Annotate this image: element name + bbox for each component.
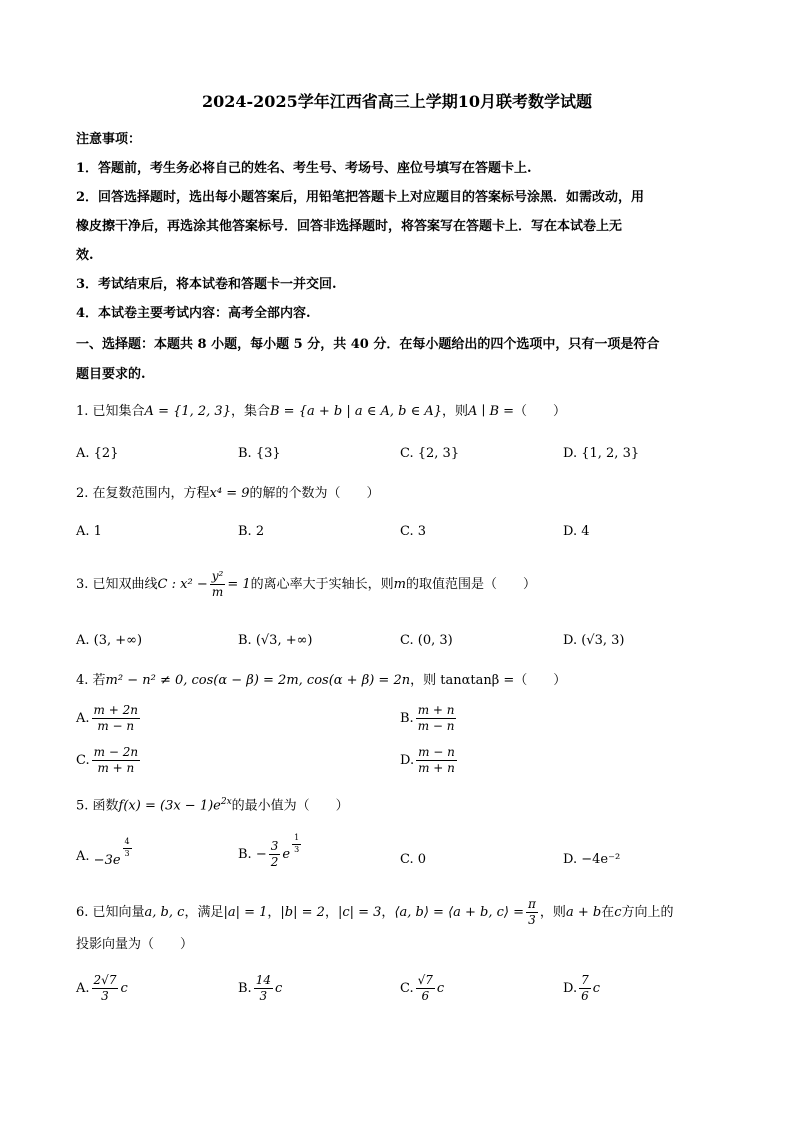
q6-option-c-fraction bbox=[416, 974, 435, 1003]
q6-option-d-fraction bbox=[579, 974, 591, 1003]
q4-option-b-label: B. bbox=[400, 711, 414, 727]
q2-option-b: B. 2 bbox=[238, 524, 265, 539]
q5-stem bbox=[76, 798, 349, 812]
notice-item-1: 1．答题前，考生务必将自己的姓名、考生号、考场号、座位号填写在答题卡上. bbox=[76, 161, 532, 176]
q5-option-a bbox=[76, 837, 134, 868]
q4-option-a-fraction bbox=[92, 704, 140, 733]
q6-option-c bbox=[400, 974, 444, 1003]
q6-tail-text: ，则 bbox=[539, 905, 566, 921]
q3-tail-text: 的离心率大于实轴长，则 bbox=[250, 577, 394, 593]
q5-stem-text: 5. 函数 bbox=[76, 798, 119, 814]
q6-vectors: a, b, c bbox=[144, 905, 185, 921]
q1-option-d: D. {1, 2, 3} bbox=[563, 446, 640, 461]
notice-item-2-cont: 橡皮擦干净后，再选涂其他答案标号．回答非选择题时，将答案写在答题卡上．写在本试卷上无 bbox=[76, 219, 623, 234]
q5-option-b-fraction bbox=[269, 840, 281, 869]
q3-option-a: A. (3, +∞) bbox=[76, 633, 143, 648]
q6-cond-1: |a| = 1 bbox=[223, 905, 268, 921]
q3-frac-den: m bbox=[211, 585, 224, 600]
q3-tail-text-2: 的取值范围是（ ） bbox=[405, 577, 536, 593]
q6-option-b bbox=[238, 974, 282, 1003]
q6-option-d bbox=[563, 974, 600, 1003]
q1-stem-text: 1. 已知集合 bbox=[76, 404, 145, 419]
q3-option-d: D. (√3, 3) bbox=[563, 633, 625, 648]
q6-option-b-label: B. bbox=[238, 981, 252, 997]
q5-option-b-exp-den: 3 bbox=[294, 845, 300, 855]
q4-stem bbox=[76, 674, 566, 687]
notice-item-4: 4．本试卷主要考试内容：高考全部内容. bbox=[76, 306, 311, 321]
q6-option-c-vector: c bbox=[436, 981, 445, 997]
q5-option-b-exponent bbox=[292, 834, 301, 855]
q5-option-b-label: B. bbox=[238, 847, 252, 863]
q6-option-a-fraction bbox=[92, 974, 119, 1003]
q6-cond-4: ⟨a, b⟩ = ⟨a + b, c⟩ = bbox=[394, 905, 525, 921]
q4-stem-text: 4. 若 bbox=[76, 673, 106, 688]
q3-option-c: C. (0, 3) bbox=[400, 633, 453, 648]
q4-option-a-label: A. bbox=[76, 711, 90, 727]
q5-option-b-num: 3 bbox=[269, 840, 281, 855]
q4-option-d-den: m + n bbox=[418, 761, 455, 776]
q5-expression: f(x) = (3x − 1)e bbox=[118, 798, 221, 814]
q6-option-d-vector: c bbox=[592, 981, 601, 997]
q6-option-b-vector: c bbox=[274, 981, 283, 997]
q6-option-c-den: 6 bbox=[421, 989, 430, 1004]
q6-tail-text-3: 方向上的 bbox=[621, 905, 674, 921]
q4-option-d bbox=[400, 746, 459, 775]
q1-expression: A ∣ B = bbox=[468, 404, 515, 419]
q4-option-c bbox=[76, 746, 142, 775]
q6-cond-2: |b| = 2 bbox=[280, 905, 325, 921]
q4-expression: m² − n² ≠ 0, cos(α − β) = 2m, cos(α + β) = 2n bbox=[105, 673, 411, 688]
q1-option-a: A. {2} bbox=[76, 446, 119, 461]
q6-cond-3: |c| = 3 bbox=[337, 905, 382, 921]
q3-var: m bbox=[393, 577, 406, 593]
q4-option-a bbox=[76, 704, 142, 733]
q5-tail-text: 的最小值为（ ） bbox=[231, 798, 349, 814]
q6-tail-text-2: 在 bbox=[601, 905, 615, 921]
q6-mid-text: ，满足 bbox=[184, 905, 224, 921]
q5-option-a-exponent bbox=[123, 838, 132, 859]
q4-option-b-num: m + n bbox=[416, 704, 457, 719]
q1-tail-text: ，则 bbox=[442, 404, 469, 419]
q2-option-a: A. 1 bbox=[76, 524, 102, 539]
q4-option-c-num: m − 2n bbox=[92, 746, 140, 761]
q4-option-a-den: m − n bbox=[97, 719, 135, 734]
q5-option-a-base: −3e bbox=[93, 852, 121, 868]
notice-heading: 注意事项： bbox=[76, 132, 142, 147]
q3-expr-left: C : x² − bbox=[157, 577, 208, 593]
q3-fraction bbox=[210, 570, 226, 599]
section1-line1: 一、选择题：本题共 8 小题，每小题 5 分，共 40 分．在每小题给出的四个选项中，只有一项是符合 bbox=[76, 337, 660, 352]
q5-option-c: C. 0 bbox=[400, 852, 427, 867]
q6-option-b-num: 14 bbox=[254, 974, 273, 989]
q4-tail-text: ，则 tanαtanβ =（ ） bbox=[410, 673, 567, 688]
q5-option-d: D. −4e⁻² bbox=[563, 852, 621, 867]
q6-option-c-num: √7 bbox=[416, 974, 435, 989]
q1-option-b: B. {3} bbox=[238, 446, 281, 461]
q2-stem bbox=[76, 487, 380, 500]
q6-option-b-fraction bbox=[254, 974, 273, 1003]
q5-option-b-base: e bbox=[282, 847, 291, 863]
q1-set-b: B = {a + b | a ∈ A, b ∈ A} bbox=[270, 404, 443, 419]
q5-option-a-exp-num: 4 bbox=[123, 838, 132, 849]
q6-option-a-label: A. bbox=[76, 981, 90, 997]
q5-option-b bbox=[238, 833, 303, 870]
q6-angle-den: 3 bbox=[528, 913, 536, 928]
q6-option-a-num: 2√7 bbox=[92, 974, 119, 989]
q4-option-d-label: D. bbox=[400, 753, 415, 769]
q2-option-c: C. 3 bbox=[400, 524, 427, 539]
q4-option-a-num: m + 2n bbox=[92, 704, 140, 719]
q6-stem-text: 6. 已知向量 bbox=[76, 905, 145, 921]
q5-option-a-label: A. bbox=[76, 848, 90, 864]
q1-stem bbox=[76, 405, 566, 418]
q3-stem-text: 3. 已知双曲线 bbox=[76, 577, 158, 593]
notice-item-3: 3．考试结束后，将本试卷和答题卡一并交回. bbox=[76, 277, 337, 292]
q1-mid-text: ，集合 bbox=[230, 404, 270, 419]
q5-option-b-minus: − bbox=[255, 847, 267, 863]
q5-option-a-exp-den: 3 bbox=[124, 848, 130, 858]
q1-option-c: C. {2, 3} bbox=[400, 446, 460, 461]
q3-frac-num: y² bbox=[210, 570, 226, 585]
q6-target-vector: c bbox=[614, 905, 622, 921]
q2-tail-text: 的解的个数为（ ） bbox=[249, 486, 380, 501]
q4-option-b bbox=[400, 704, 458, 733]
q1-set-a: A = {1, 2, 3} bbox=[144, 404, 231, 419]
q4-option-c-den: m + n bbox=[97, 761, 135, 776]
q4-option-b-den: m − n bbox=[417, 719, 455, 734]
q6-option-b-den: 3 bbox=[259, 989, 268, 1004]
q4-option-c-label: C. bbox=[76, 753, 90, 769]
q3-stem bbox=[76, 570, 536, 599]
q6-option-d-label: D. bbox=[563, 981, 578, 997]
q1-answer-paren: （ ） bbox=[514, 404, 567, 419]
notice-item-2: 2．回答选择题时，选出每小题答案后，用铅笔把答题卡上对应题目的答案标号涂黑．如需改动，用 bbox=[76, 190, 645, 205]
q6-option-a-den: 3 bbox=[101, 989, 109, 1004]
q6-option-d-num: 7 bbox=[579, 974, 591, 989]
q6-angle-fraction bbox=[526, 898, 538, 927]
q2-stem-text: 2. 在复数范围内，方程 bbox=[76, 486, 210, 501]
q6-angle-num: π bbox=[526, 898, 538, 913]
section1-line2: 题目要求的. bbox=[76, 367, 146, 382]
q2-expression: x⁴ = 9 bbox=[209, 486, 250, 501]
q4-option-c-fraction bbox=[92, 746, 140, 775]
q3-expr-right: = 1 bbox=[227, 577, 251, 593]
q2-option-d: D. 4 bbox=[563, 524, 590, 539]
q3-option-b: B. (√3, +∞) bbox=[238, 633, 313, 648]
q5-option-b-den: 2 bbox=[270, 855, 279, 870]
q6-option-a bbox=[76, 974, 128, 1003]
q6-option-a-vector: c bbox=[120, 981, 128, 997]
page-title: 2024-2025学年江西省高三上学期10月联考数学试题 bbox=[202, 92, 592, 111]
q4-option-d-num: m − n bbox=[416, 746, 457, 761]
notice-item-2-end: 效. bbox=[76, 248, 94, 263]
q6-line1: 6. 已知向量a, b, c，满足|a| = 1，|b| = 2，|c| = 3，⟨a, b⟩ = ⟨a + b, c⟩ = $\frac{\pi}{3}$ ，则a + b在c方向上的 bbox=[76, 897, 674, 928]
q4-option-d-fraction bbox=[416, 746, 457, 775]
q5-exponent: 2x bbox=[220, 797, 232, 807]
q6-option-c-label: C. bbox=[400, 981, 414, 997]
q6-line2: 投影向量为（ ） bbox=[76, 937, 194, 952]
q6-option-d-den: 6 bbox=[581, 989, 589, 1004]
q5-option-b-exp-num: 1 bbox=[292, 834, 301, 845]
q4-option-b-fraction bbox=[416, 704, 457, 733]
q6-projected-vector: a + b bbox=[565, 905, 602, 921]
